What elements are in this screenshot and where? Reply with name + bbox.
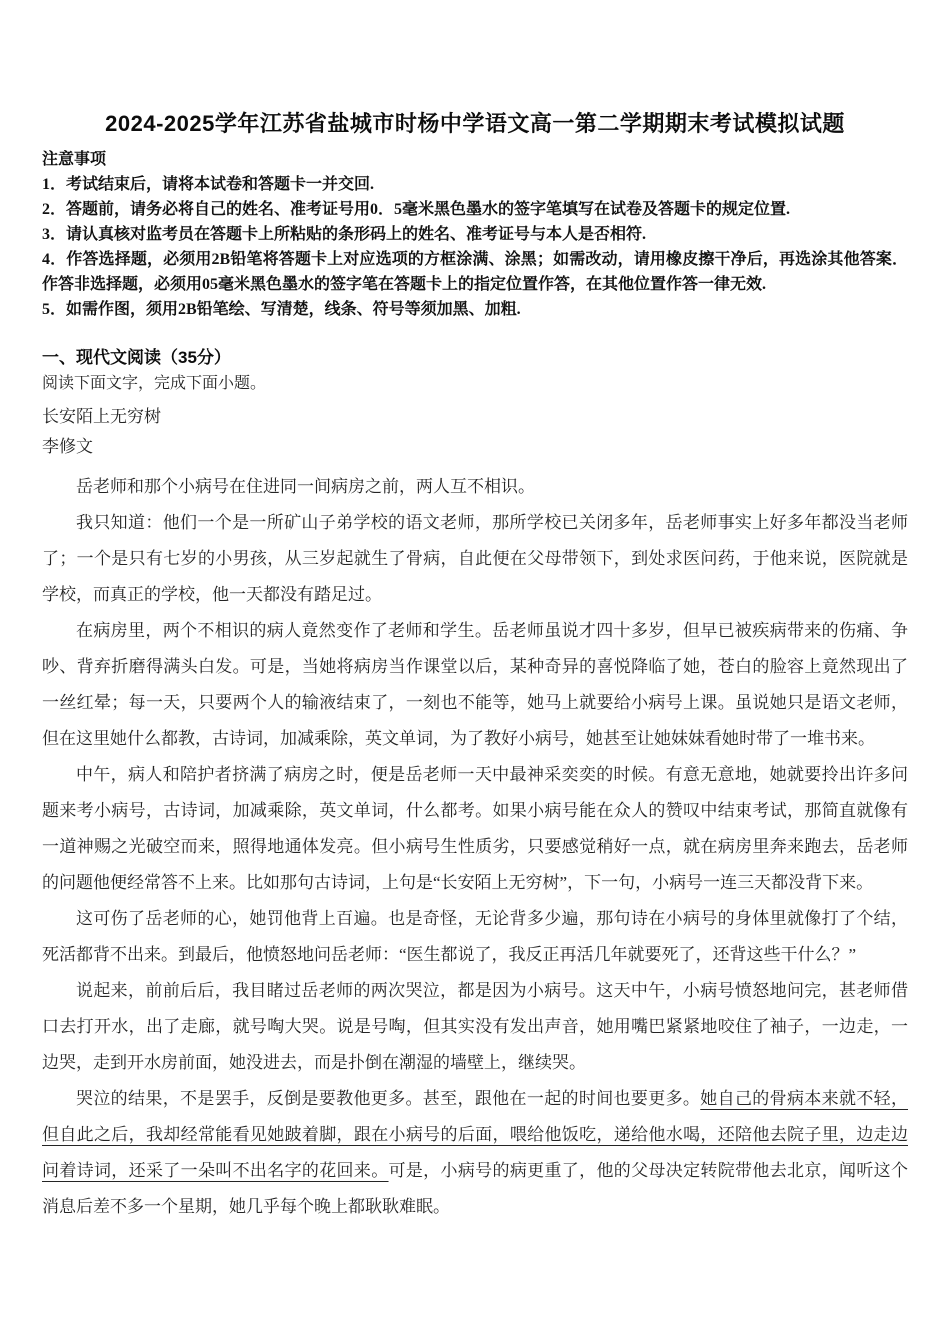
essay-paragraph — [42, 613, 908, 757]
essay-paragraph — [42, 469, 908, 505]
essay-title: 长安陌上无穷树 — [42, 407, 161, 426]
essay-paragraph — [42, 901, 908, 973]
passage-text: 中午，病人和陪护者挤满了病房之时，便是岳老师一天中最神采奕奕的时候。有意无意地，她就要拎出许多问题来考小病号，古诗词，加减乘除，英文单词，什么都考。如果小病号能在众人的赞叹中结束考试，那简直就像有一道神赐之光破空而来，照得地通体发亮。但小病号生性质劣，只要感觉稍好一点，就在病房里奔来跑去，岳老师的问题他便经常答不上来。比如那句古诗词，上句是“长安陌上无穷树”，下一句，小病号一连三天都没背下来。 — [42, 765, 908, 892]
notice-section — [42, 148, 908, 322]
passage-text: 可是，小病号的病更重了，他的父母决定转院带他去北京，闻听这个消息后差不多一个星期，她几乎每个晚上都耿耿难眠。 — [42, 1161, 908, 1216]
essay-paragraph — [42, 757, 908, 901]
reading-instruction: 阅读下面文字，完成下面小题。 — [42, 375, 267, 392]
essay-paragraph — [42, 505, 908, 613]
passage-text: 这可伤了岳老师的心，她罚他背上百遍。也是奇怪，无论背多少遍，那句诗在小病号的身体里就像打了个结，死活都背不出来。到最后，他愤怒地问岳老师：“医生都说了，我反正再活几年就要死了，还背这些干什么？” — [42, 909, 908, 964]
passage-text: 哭泣的结果，不是罢手，反倒是要教他更多。甚至，跟他在一起的时间也要更多。 — [76, 1089, 701, 1108]
underlined-passage: 她自己的骨病本来就不轻，但自此之后，我却经常能看见她跛着脚，跟在小病号的后面，喂给他饭吃，递给他水喝，还陪他去院子里，边走边问着诗词，还采了一朵叫不出名字的花回来。 — [42, 1089, 909, 1180]
essay-paragraphs — [42, 469, 908, 1225]
passage-text: 岳老师和那个小病号在住进同一间病房之前，两人互不相识。 — [76, 477, 535, 496]
essay-author: 李修文 — [42, 437, 93, 456]
notice-item: 2．答题前，请务必将自己的姓名、准考证号用0．5毫米黑色墨水的签字笔填写在试卷及答题卡的规定位置. — [42, 201, 791, 218]
page-title: 2024-2025学年江苏省盐城市时杨中学语文高一第二学期期末考试模拟试题 — [105, 111, 845, 136]
essay-block — [42, 402, 908, 1225]
notice-list — [42, 172, 908, 322]
notice-item: 5．如需作图，须用2B铅笔绘、写清楚，线条、符号等须加黑、加粗. — [42, 301, 521, 318]
notice-heading: 注意事项 — [42, 151, 107, 168]
passage-text: 我只知道：他们一个是一所矿山子弟学校的语文老师，那所学校已关闭多年，岳老师事实上好多年都没当老师了；一个是只有七岁的小男孩，从三岁起就生了骨病，自此便在父母带领下，到处求医问药，于他来说，医院就是学校，而真正的学校，他一天都没有踏足过。 — [42, 513, 908, 604]
essay-paragraph — [42, 1081, 908, 1225]
essay-paragraph — [42, 973, 908, 1081]
section-one-heading: 一、现代文阅读（35分） — [42, 348, 231, 367]
notice-item: 1．考试结束后，请将本试卷和答题卡一并交回. — [42, 176, 375, 193]
passage-text: 在病房里，两个不相识的病人竟然变作了老师和学生。岳老师虽说才四十多岁，但早已被疾病带来的伤痛、争吵、背弃折磨得满头白发。可是，当她将病房当作课堂以后，某种奇异的喜悦降临了她，苍白的脸容上竟然现出了一丝红晕；每一天，只要两个人的输液结束了，一刻也不能等，她马上就要给小病号上课。虽说她只是语文老师，但在这里她什么都教，古诗词，加减乘除，英文单词，为了教好小病号，她甚至让她妹妹看她时带了一堆书来。 — [42, 621, 908, 748]
notice-item: 4．作答选择题，必须用2B铅笔将答题卡上对应选项的方框涂满、涂黑；如需改动，请用橡皮擦干净后，再选涂其他答案．作答非选择题，必须用05毫米黑色墨水的签字笔在答题卡上的指定位置作答，在其他位置作答一律无效. — [42, 251, 908, 293]
notice-item: 3．请认真核对监考员在答题卡上所粘贴的条形码上的姓名、准考证号与本人是否相符. — [42, 226, 647, 243]
passage-text: 说起来，前前后后，我目睹过岳老师的两次哭泣，都是因为小病号。这天中午，小病号愤怒地问完，甚老师借口去打开水，出了走廊，就号啕大哭。说是号啕，但其实没有发出声音，她用嘴巴紧紧地咬住了袖子，一边走，一边哭，走到开水房前面，她没进去，而是扑倒在潮湿的墙壁上，继续哭。 — [42, 981, 908, 1072]
